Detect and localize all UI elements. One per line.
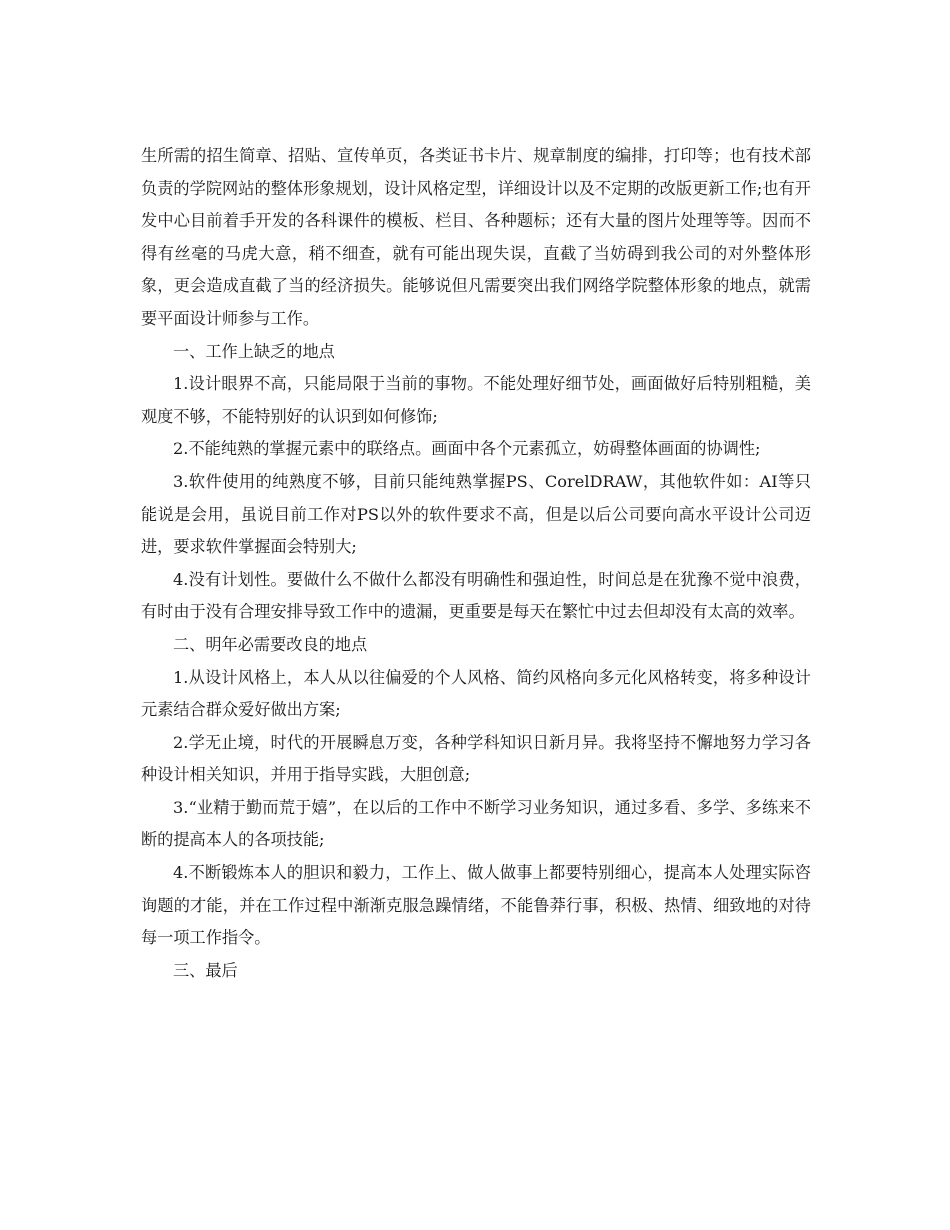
section-heading-shortcomings: 一、工作上缺乏的地点	[173, 341, 335, 361]
paragraph-intro: 生所需的招生简章、招贴、宣传单页，各类证书卡片、规章制度的编排，打印等；也有技术部负责的学院网站的整体形象规划，设计风格定型，详细设计以及不定期的改版更新工作;也有开发中心目前着手开发的各科课件的模板、栏目、各种题标；还有大量的图片处理等等。因而不得有丝毫的马虎大意，稍不细查，就有可能出现失误，直截了当妨碍到我公司的对外整体形象，更会造成直截了当的经济损失。能够说但凡需要突出我们网络学院整体形象的地点，就需要平面设计师参与工作。	[141, 146, 811, 328]
paragraph-shortcoming-1: 1.设计眼界不高，只能局限于当前的事物。不能处理好细节处，画面做好后特别粗糙，美观度不够，不能特别好的认识到如何修饰;	[141, 374, 811, 426]
paragraph-shortcoming-4: 4.没有计划性。要做什么不做什么都没有明确性和强迫性，时间总是在犹豫不觉中浪费，有时由于没有合理安排导致工作中的遗漏，更重要是每天在繁忙中过去但却没有太高的效率。	[141, 569, 811, 622]
document-body	[141, 140, 811, 987]
paragraph-shortcoming-2: 2.不能纯熟的掌握元素中的联络点。画面中各个元素孤立，妨碍整体画面的协调性;	[173, 439, 761, 459]
paragraph-improvement-3: 3.“业精于勤而荒于嬉”，在以后的工作中不断学习业务知识，通过多看、多学、多练来不断的提高本人的各项技能;	[141, 797, 811, 850]
paragraph-improvement-4: 4.不断锻炼本人的胆识和毅力，工作上、做人做事上都要特别细心，提高本人处理实际咨询题的才能，并在工作过程中渐渐克服急躁情绪，不能鲁莽行事，积极、热情、细致地的对待每一项工作指令。	[141, 863, 811, 948]
paragraph-improvement-1: 1.从设计风格上，本人从以往偏爱的个人风格、简约风格向多元化风格转变，将多种设计元素结合群众爱好做出方案;	[141, 667, 811, 720]
paragraph-improvement-2: 2.学无止境，时代的开展瞬息万变，各种学科知识日新月异。我将坚持不懈地努力学习各种设计相关知识，并用于指导实践，大胆创意;	[141, 732, 811, 785]
section-heading-final: 三、最后	[173, 960, 238, 980]
section-heading-improvements: 二、明年必需要改良的地点	[173, 634, 368, 654]
paragraph-shortcoming-3: 3.软件使用的纯熟度不够，目前只能纯熟掌握PS、CorelDRAW，其他软件如：AI等只能说是会用，虽说目前工作对PS以外的软件要求不高，但是以后公司要向高水平设计公司迈进，要求软件掌握面会特别大;	[141, 471, 811, 557]
